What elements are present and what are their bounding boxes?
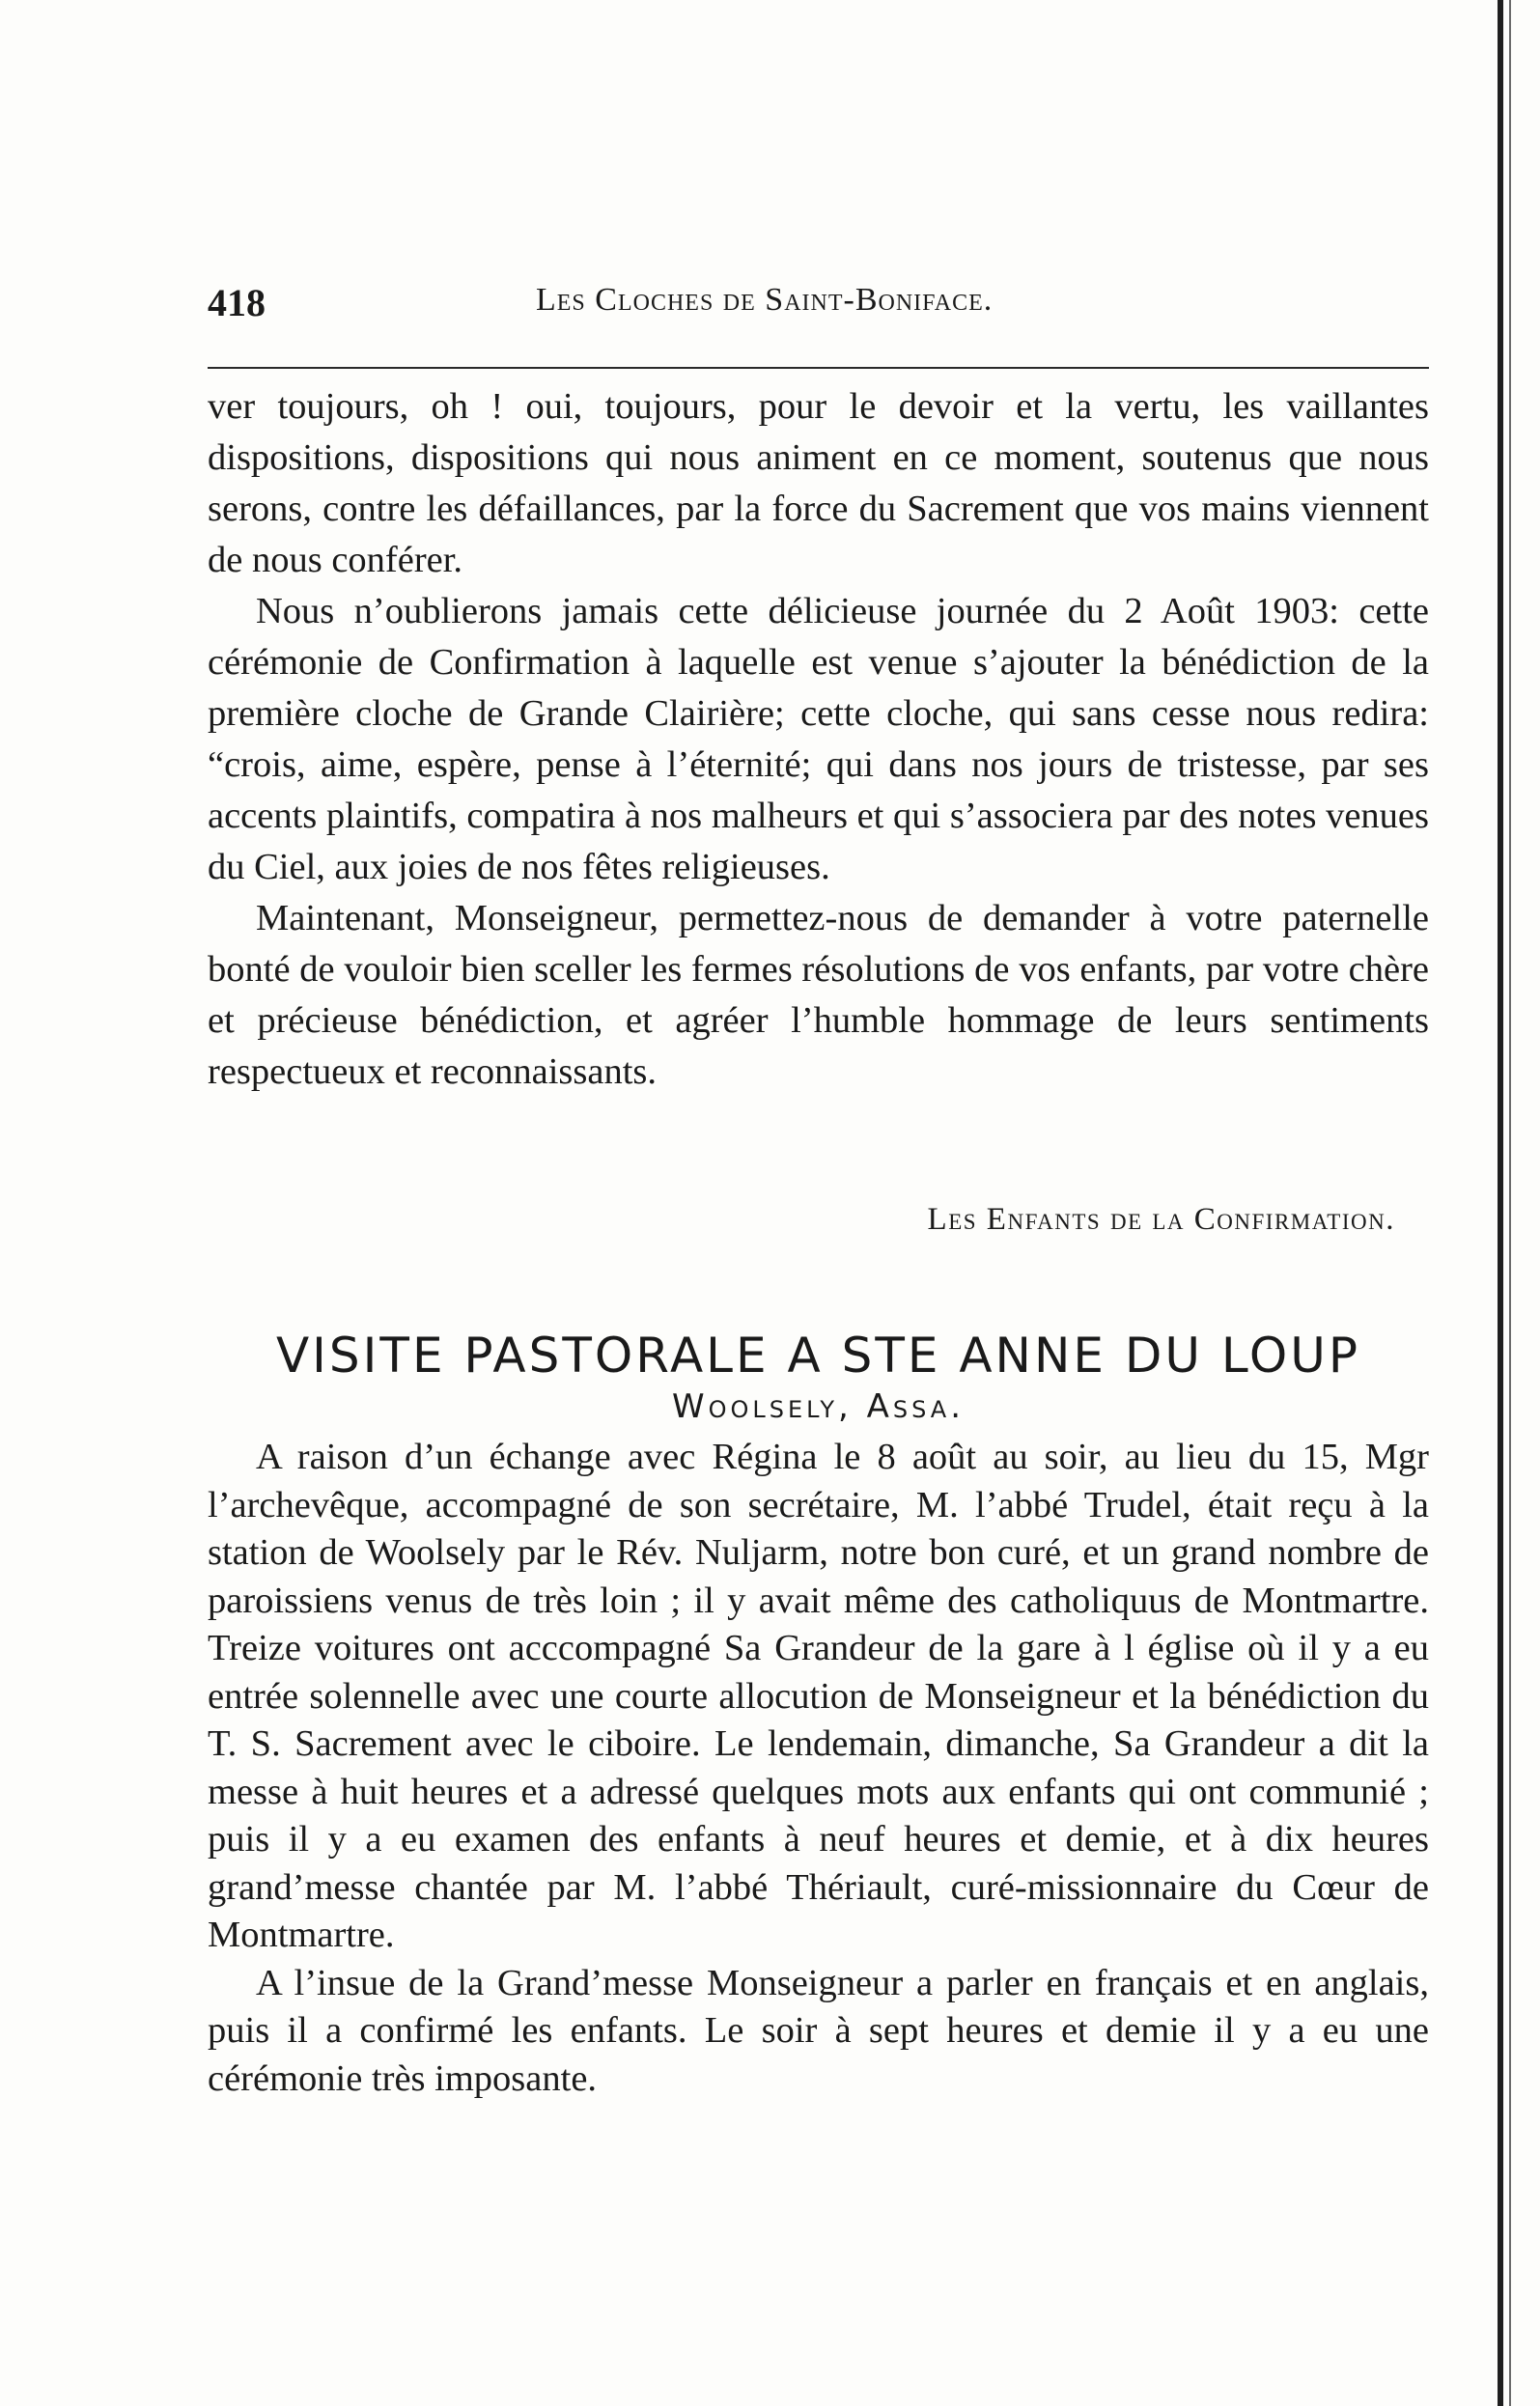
page-edge-shadow	[1509, 0, 1511, 2406]
article-paragraph: A raison d’un échange avec Régina le 8 août au soir, au lieu du 15, Mgr l’archevêque, accompagné de son secrétaire, M. l’abbé Trudel, était reçu à la station de Woolsely par le Rév. Nuljarm, notre bon curé, et un grand nombre de paroissiens venus de très loin ; il y avait même des catholiquus de Montmartre. Treize voitures ont acccompagné Sa Grandeur de la gare à l église où il y a eu entrée solennelle avec une courte allocution de Monseigneur et la bénédiction du T. S. Sacrement avec le ciboire. Le lendemain, dimanche, Sa Grandeur a dit la messe à huit heures et a adressé quelques mots aux enfants qui ont communié ; puis il y a eu examen des enfants à neuf heures et demie, et à dix heures grand’messe chantée par M. l’abbé Thériault, curé-missionnaire du Cœur de Montmartre.	[208, 1437, 1429, 1955]
page-number: 418	[208, 281, 266, 324]
running-title: Les Cloches de Saint-Boniface.	[536, 282, 994, 318]
header-rule	[208, 367, 1429, 369]
letter-paragraph: Maintenant, Monseigneur, permettez-nous de demander à votre paternelle bonté de vouloir bien sceller les fermes résolutions de vos enfants, par votre chère et précieuse bénédiction, et agréer l’humble hommage de leurs sentiments respectueux et reconnaissants.	[208, 898, 1429, 1092]
letter-paragraph: Nous n’oublierons jamais cette délicieuse journée du 2 Août 1903: cette cérémonie de Confirmation à laquelle est venue s’ajouter la bénédiction de la première cloche de Grande Clairière; cette cloche, qui sans cesse nous redira: “crois, aime, espère, pense à l’éternité; qui dans nos jours de tristesse, par ses accents plaintifs, compatira à nos malheurs et qui s’associera par des notes venues du Ciel, aux joies de nos fêtes religieuses.	[208, 591, 1429, 887]
letter-signature: Les Enfants de la Confirmation.	[927, 1202, 1395, 1237]
page-header	[208, 280, 1429, 328]
letter-paragraph: ver toujours, oh ! oui, toujours, pour le devoir et la vertu, les vaillantes dispositions, dispositions qui nous animent en ce moment, soutenus que nous serons, contre les défaillances, par la force du Sacrement que vos mains viennent de nous conférer.	[208, 386, 1429, 580]
article-subtitle: Woolsely, Assa.	[671, 1387, 966, 1426]
article-title: VISITE PASTORALE A STE ANNE DU LOUP	[275, 1328, 1361, 1384]
page-edge-border	[1498, 0, 1503, 2406]
article-paragraph: A l’insue de la Grand’messe Monseigneur a parler en français et en anglais, puis il a confirmé les enfants. Le soir à sept heures et demie il y a eu une cérémonie très imposante.	[208, 1962, 1429, 2099]
letter-body	[208, 381, 1429, 1098]
article-body	[208, 1434, 1429, 2103]
